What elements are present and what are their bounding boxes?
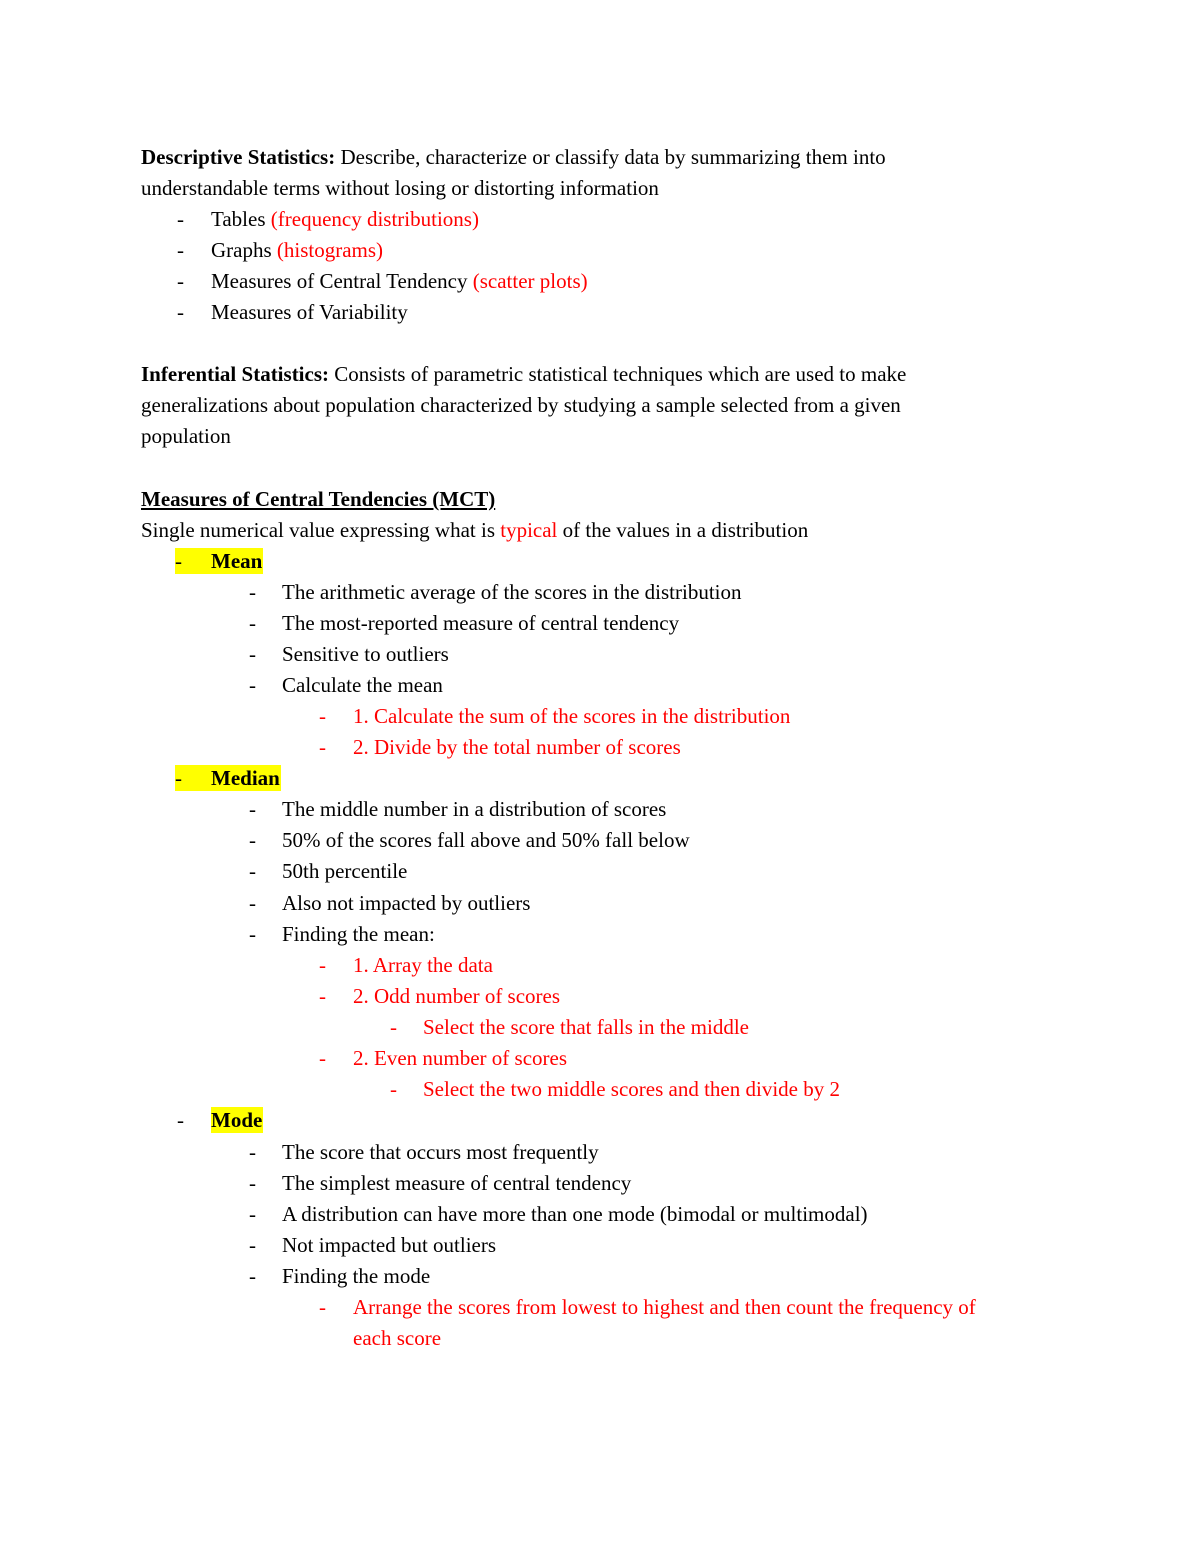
median-point: 50% of the scores fall above and 50% fall below — [282, 828, 690, 852]
list-dash: - — [249, 642, 256, 666]
mode-point: Not impacted but outliers — [282, 1233, 497, 1257]
list-dash: - — [177, 238, 184, 262]
item-label: Graphs — [211, 238, 277, 262]
list-dash: - — [249, 891, 256, 915]
mean-step: 1. Calculate the sum of the scores in the distribution — [353, 704, 791, 728]
inferential-paragraph-line-3: population — [141, 424, 231, 448]
mode-point: A distribution can have more than one mode (bimodal or multimodal) — [282, 1202, 868, 1226]
descriptive-item-central-tendency — [211, 268, 588, 294]
inferential-heading: Inferential Statistics: — [141, 362, 330, 386]
mct-heading: Measures of Central Tendencies (MCT) — [141, 487, 496, 511]
list-dash: - — [319, 953, 326, 977]
list-dash: - — [319, 1295, 326, 1319]
list-dash: - — [249, 1233, 256, 1257]
inferential-paragraph-line-2: generalizations about population characterized by studying a sample selected from a given — [141, 393, 901, 417]
list-dash: - — [177, 300, 184, 324]
item-note: (scatter plots) — [472, 269, 588, 293]
mode-point: The simplest measure of central tendency — [282, 1171, 632, 1195]
list-dash: - — [249, 922, 256, 946]
descriptive-item-variability — [211, 299, 408, 325]
list-dash: - — [249, 828, 256, 852]
mct-intro-before: Single numerical value expressing what is — [141, 518, 501, 542]
list-dash: - — [177, 269, 184, 293]
mean-point: Calculate the mean — [282, 673, 443, 697]
item-note: (frequency distributions) — [270, 207, 479, 231]
list-dash: - — [175, 766, 182, 790]
mean-point: The most-reported measure of central tendency — [282, 611, 680, 635]
mode-step-continued: each score — [353, 1326, 442, 1350]
mode-step: Arrange the scores from lowest to highest and then count the frequency of — [353, 1295, 976, 1319]
mean-point: The arithmetic average of the scores in the distribution — [282, 580, 742, 604]
median-heading-row — [175, 765, 281, 791]
median-substep: Select the score that falls in the middle — [423, 1015, 749, 1039]
list-dash: - — [390, 1015, 397, 1039]
item-label: Measures of Central Tendency — [211, 269, 473, 293]
descriptive-paragraph-line-2: understandable terms without losing or distorting information — [141, 176, 659, 200]
mct-intro — [141, 517, 808, 543]
inferential-paragraph-line-1 — [141, 361, 906, 387]
mct-intro-highlight: typical — [500, 518, 558, 542]
mean-point: Sensitive to outliers — [282, 642, 449, 666]
median-substep: Select the two middle scores and then divide by 2 — [423, 1077, 840, 1101]
mct-intro-after: of the values in a distribution — [557, 518, 809, 542]
list-dash: - — [319, 704, 326, 728]
mean-heading-row — [175, 548, 263, 574]
item-label: Tables — [211, 207, 271, 231]
median-point: The middle number in a distribution of scores — [282, 797, 667, 821]
mode-label: Mode — [211, 1108, 263, 1132]
item-note: (histograms) — [276, 238, 384, 262]
mean-label: Mean — [211, 549, 263, 573]
median-step: 2. Odd number of scores — [353, 984, 561, 1008]
list-dash: - — [249, 1171, 256, 1195]
list-dash: - — [177, 1108, 184, 1132]
descriptive-heading: Descriptive Statistics: — [141, 145, 336, 169]
inferential-text-1: Consists of parametric statistical techniques which are used to make — [329, 362, 907, 386]
list-dash: - — [249, 611, 256, 635]
mean-step: 2. Divide by the total number of scores — [353, 735, 681, 759]
median-step: 2. Even number of scores — [353, 1046, 568, 1070]
list-dash: - — [249, 797, 256, 821]
median-point: Also not impacted by outliers — [282, 891, 531, 915]
descriptive-item-tables — [211, 206, 479, 232]
list-dash: - — [249, 580, 256, 604]
list-dash: - — [319, 984, 326, 1008]
median-point: Finding the mean: — [282, 922, 435, 946]
median-label: Median — [211, 766, 280, 790]
mode-point: Finding the mode — [282, 1264, 431, 1288]
mode-point: The score that occurs most frequently — [282, 1140, 599, 1164]
list-dash: - — [390, 1077, 397, 1101]
descriptive-item-graphs — [211, 237, 383, 263]
median-point: 50th percentile — [282, 859, 408, 883]
list-dash: - — [319, 1046, 326, 1070]
descriptive-text-1: Describe, characterize or classify data by summarizing them into — [335, 145, 886, 169]
list-dash: - — [177, 207, 184, 231]
list-dash: - — [249, 859, 256, 883]
list-dash: - — [319, 735, 326, 759]
list-dash: - — [175, 549, 182, 573]
list-dash: - — [249, 673, 256, 697]
median-step: 1. Array the data — [353, 953, 493, 977]
list-dash: - — [249, 1264, 256, 1288]
descriptive-paragraph-line-1 — [141, 144, 886, 170]
list-dash: - — [249, 1140, 256, 1164]
item-label: Measures of Variability — [211, 300, 408, 324]
list-dash: - — [249, 1202, 256, 1226]
